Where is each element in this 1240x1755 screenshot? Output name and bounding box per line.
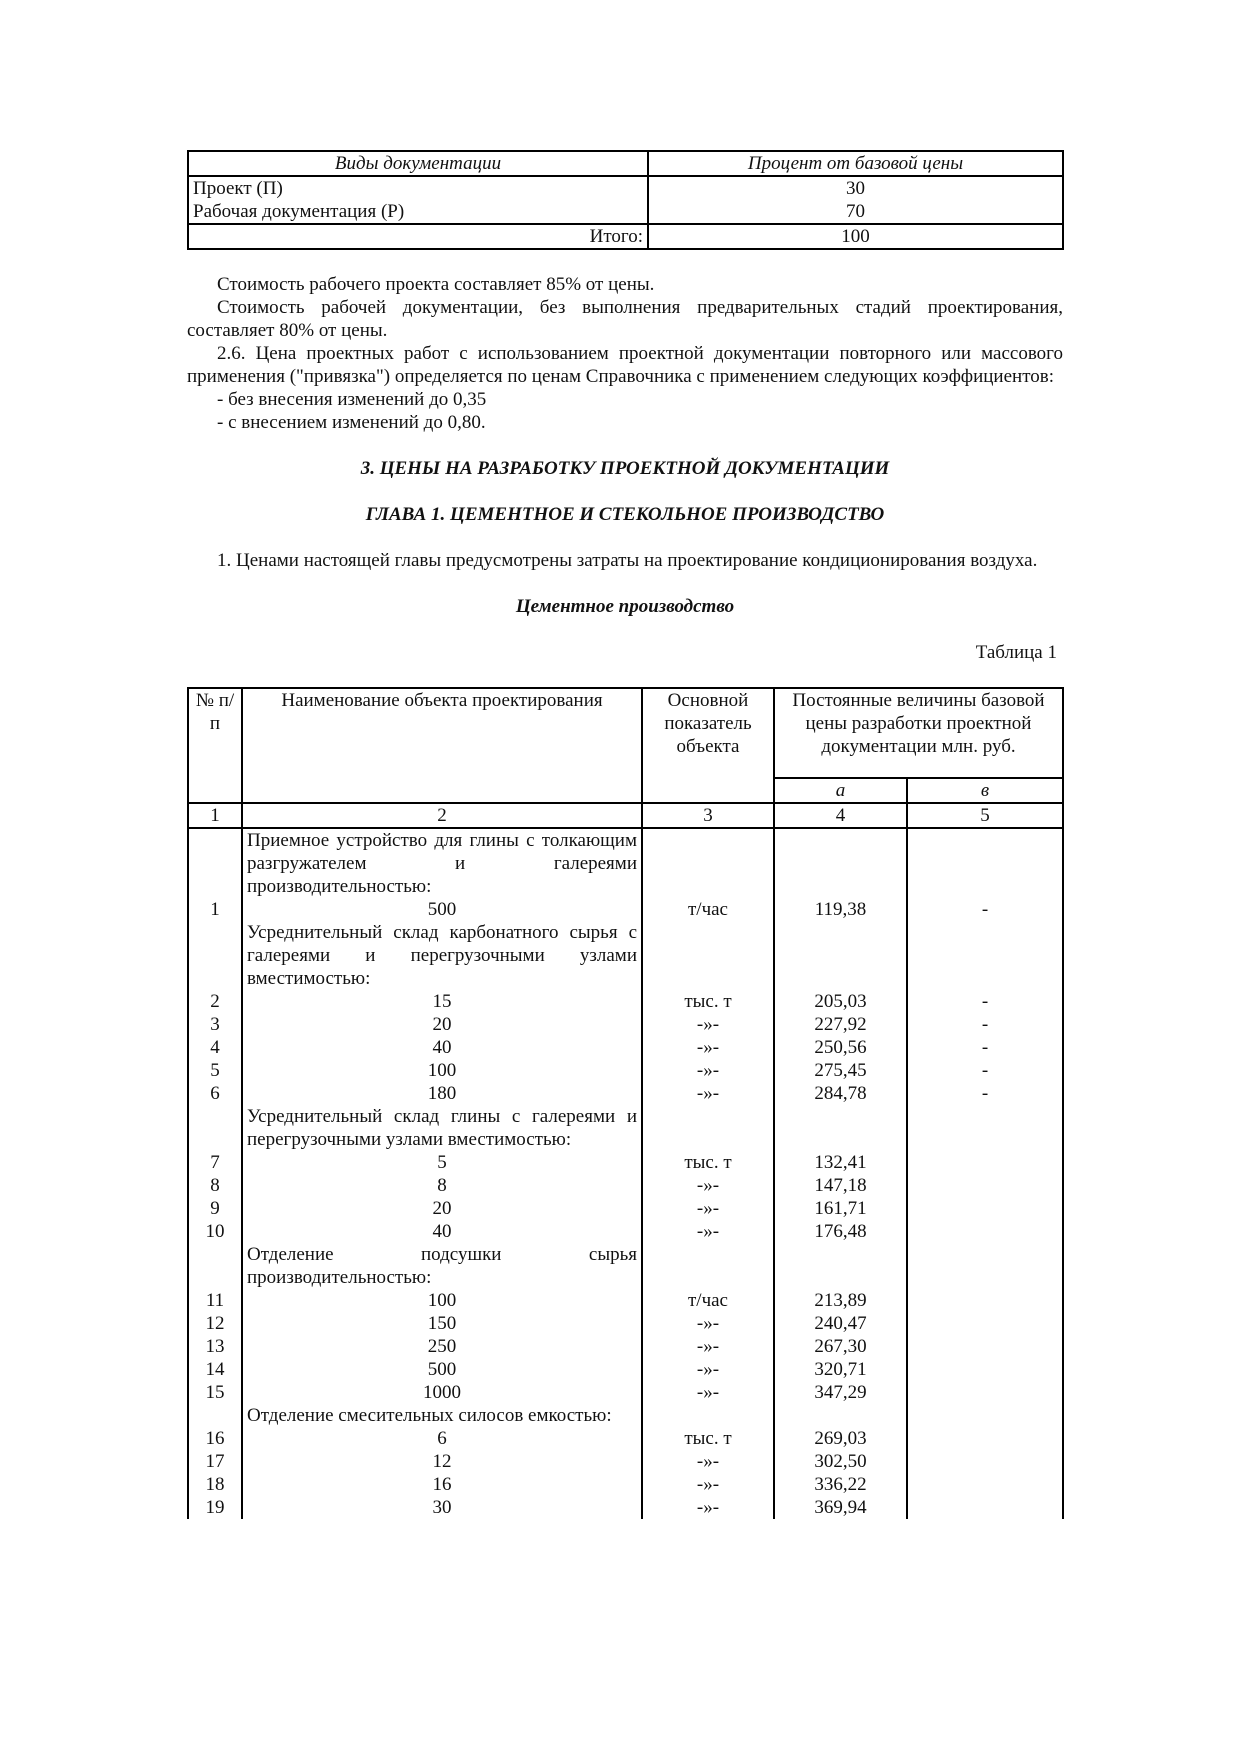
row-number — [188, 921, 242, 990]
row-indicator: тыс. т — [642, 990, 774, 1013]
row-number: 10 — [188, 1220, 242, 1243]
column-number: 4 — [774, 803, 907, 828]
row-capacity: 16 — [242, 1473, 642, 1496]
row-value-b: - — [907, 1082, 1063, 1105]
row-number: 11 — [188, 1289, 242, 1312]
table-row — [188, 1335, 1063, 1358]
row-value-a: 336,22 — [774, 1473, 907, 1496]
chapter-title: ГЛАВА 1. ЦЕМЕНТНОЕ И СТЕКОЛЬНОЕ ПРОИЗВОДСТВО — [365, 504, 885, 525]
row-value-a: 147,18 — [774, 1174, 907, 1197]
row-indicator: -»- — [642, 1174, 774, 1197]
row-number: 1 — [188, 898, 242, 921]
header-indicator: Основной показатель объекта — [642, 688, 774, 803]
group-description: Отделение подсушки сырья производительностью: — [242, 1243, 642, 1289]
row-number: 15 — [188, 1381, 242, 1404]
row-value-b — [907, 921, 1063, 990]
section-title: 3. ЦЕНЫ НА РАЗРАБОТКУ ПРОЕКТНОЙ ДОКУМЕНТАЦИИ — [360, 458, 890, 479]
row-value-b — [907, 1243, 1063, 1289]
row-number: 17 — [188, 1450, 242, 1473]
row-indicator: -»- — [642, 1036, 774, 1059]
row-value-b — [907, 1197, 1063, 1220]
row-value-b — [907, 1450, 1063, 1473]
table-row — [188, 1174, 1063, 1197]
row-value-a: 227,92 — [774, 1013, 907, 1036]
group-description: Усреднительный склад глины с галереями и перегрузочными узлами вместимостью: — [242, 1105, 642, 1151]
row-number — [188, 1243, 242, 1289]
total-row — [188, 224, 1063, 249]
row-value-a: 205,03 — [774, 990, 907, 1013]
paragraph: Стоимость рабочей документации, без выполнения предварительных стадий проектирования, составляет 80% от цены. — [187, 297, 1063, 341]
row-number: 3 — [188, 1013, 242, 1036]
row-number — [188, 1105, 242, 1151]
row-value-a: 250,56 — [774, 1036, 907, 1059]
header-constants: Постоянные величины базовой цены разработки проектной документации млн. руб. — [774, 688, 1063, 778]
row-value-b — [907, 1174, 1063, 1197]
row-indicator: -»- — [642, 1082, 774, 1105]
text-paragraphs — [187, 273, 1063, 434]
row-number: 4 — [188, 1036, 242, 1059]
row-value-b — [907, 1151, 1063, 1174]
row-indicator: тыс. т — [642, 1151, 774, 1174]
row-value-b — [907, 1496, 1063, 1519]
row-value-a: 132,41 — [774, 1151, 907, 1174]
row-indicator: -»- — [642, 1013, 774, 1036]
row-capacity: 12 — [242, 1450, 642, 1473]
table-row — [188, 1036, 1063, 1059]
row-capacity: 1000 — [242, 1381, 642, 1404]
row-value-b — [907, 1220, 1063, 1243]
row-number: 12 — [188, 1312, 242, 1335]
paragraph: - с внесением изменений до 0,80. — [217, 412, 486, 433]
row-capacity: 20 — [242, 1013, 642, 1036]
table-row — [188, 1473, 1063, 1496]
group-description-row — [188, 828, 1063, 898]
row-value-a: 267,30 — [774, 1335, 907, 1358]
row-value-a: 119,38 — [774, 898, 907, 921]
row-value-a — [774, 828, 907, 898]
row-indicator — [642, 828, 774, 898]
row-value-b — [907, 1358, 1063, 1381]
row-value-a: 369,94 — [774, 1496, 907, 1519]
row-capacity: 250 — [242, 1335, 642, 1358]
row-capacity: 180 — [242, 1082, 642, 1105]
group-description: Приемное устройство для глины с толкающим разгружателем и галереями производительностью: — [242, 828, 642, 898]
intro-paragraph: 1. Ценами настоящей главы предусмотрены затраты на проектирование кондиционирования воздуха. — [217, 550, 1038, 571]
row-value-a: 284,78 — [774, 1082, 907, 1105]
row-number: 7 — [188, 1151, 242, 1174]
row-value-b — [907, 1312, 1063, 1335]
row-value-a — [774, 1105, 907, 1151]
table-row — [188, 1059, 1063, 1082]
row-indicator: -»- — [642, 1197, 774, 1220]
row-value-a: 176,48 — [774, 1220, 907, 1243]
row-indicator: -»- — [642, 1450, 774, 1473]
row-capacity: 500 — [242, 898, 642, 921]
row-capacity: 15 — [242, 990, 642, 1013]
table-row — [188, 1358, 1063, 1381]
row-label: Рабочая документация (Р) — [188, 200, 648, 224]
row-number: 6 — [188, 1082, 242, 1105]
table-row — [188, 1312, 1063, 1335]
row-value-b — [907, 1427, 1063, 1450]
row-number: 13 — [188, 1335, 242, 1358]
table-row — [188, 1220, 1063, 1243]
column-number: 2 — [242, 803, 642, 828]
row-indicator: -»- — [642, 1220, 774, 1243]
table-row — [188, 1427, 1063, 1450]
row-value-b: - — [907, 1036, 1063, 1059]
group-description: Усреднительный склад карбонатного сырья с галереями и перегрузочными узлами вместимостью: — [242, 921, 642, 990]
table-row — [188, 1450, 1063, 1473]
row-value: 30 — [648, 176, 1063, 200]
column-header: Виды документации — [188, 151, 648, 176]
row-value-b: - — [907, 898, 1063, 921]
row-value-b: - — [907, 990, 1063, 1013]
row-indicator: -»- — [642, 1358, 774, 1381]
row-value-b — [907, 1404, 1063, 1427]
header-b: в — [907, 778, 1063, 803]
row-value-b: - — [907, 1059, 1063, 1082]
row-value-b — [907, 1105, 1063, 1151]
table-row — [188, 176, 1063, 200]
row-value-b — [907, 1473, 1063, 1496]
subsection-title: Цементное производство — [515, 596, 735, 617]
row-value: 70 — [648, 200, 1063, 224]
row-number: 16 — [188, 1427, 242, 1450]
table-row — [188, 200, 1063, 224]
paragraph: 2.6. Цена проектных работ с использованием проектной документации повторного или массового применения ("привязка") определяется по ценам Справочника с применением следующих коэффициентов: — [187, 343, 1063, 387]
row-number: 5 — [188, 1059, 242, 1082]
group-description-row — [188, 921, 1063, 990]
row-indicator: -»- — [642, 1381, 774, 1404]
row-value-a — [774, 1404, 907, 1427]
row-number: 8 — [188, 1174, 242, 1197]
group-description-row — [188, 1105, 1063, 1151]
row-value-a: 269,03 — [774, 1427, 907, 1450]
row-capacity: 100 — [242, 1059, 642, 1082]
row-indicator: т/час — [642, 898, 774, 921]
row-indicator: -»- — [642, 1473, 774, 1496]
row-indicator: -»- — [642, 1496, 774, 1519]
row-capacity: 40 — [242, 1220, 642, 1243]
row-capacity: 100 — [242, 1289, 642, 1312]
row-indicator — [642, 1243, 774, 1289]
row-capacity: 500 — [242, 1358, 642, 1381]
row-indicator: -»- — [642, 1059, 774, 1082]
table-row — [188, 1289, 1063, 1312]
column-number: 1 — [188, 803, 242, 828]
row-indicator — [642, 1404, 774, 1427]
row-value-b: - — [907, 1013, 1063, 1036]
row-number: 2 — [188, 990, 242, 1013]
row-number: 19 — [188, 1496, 242, 1519]
row-value-a: 213,89 — [774, 1289, 907, 1312]
row-value-b — [907, 1289, 1063, 1312]
column-numbers-row — [188, 803, 1063, 828]
column-header: Процент от базовой цены — [648, 151, 1063, 176]
documentation-types-table — [187, 150, 1064, 250]
table-row — [188, 1381, 1063, 1404]
table-row — [188, 1151, 1063, 1174]
row-capacity: 5 — [242, 1151, 642, 1174]
row-indicator: тыс. т — [642, 1427, 774, 1450]
table-header-row — [188, 688, 1063, 778]
row-capacity: 20 — [242, 1197, 642, 1220]
row-number: 18 — [188, 1473, 242, 1496]
row-capacity: 8 — [242, 1174, 642, 1197]
row-value-a — [774, 921, 907, 990]
group-description-row — [188, 1243, 1063, 1289]
row-capacity: 150 — [242, 1312, 642, 1335]
row-value-a: 240,47 — [774, 1312, 907, 1335]
row-indicator: -»- — [642, 1312, 774, 1335]
row-value-b — [907, 1335, 1063, 1358]
table-row — [188, 1197, 1063, 1220]
cement-prices-table — [187, 687, 1064, 1519]
row-value-a: 347,29 — [774, 1381, 907, 1404]
group-description-row — [188, 1404, 1063, 1427]
row-capacity: 30 — [242, 1496, 642, 1519]
row-value-a: 302,50 — [774, 1450, 907, 1473]
row-value-a: 320,71 — [774, 1358, 907, 1381]
group-description: Отделение смесительных силосов емкостью: — [242, 1404, 642, 1427]
header-number: № п/п — [188, 688, 242, 803]
row-value-b — [907, 1381, 1063, 1404]
table-label: Таблица 1 — [975, 642, 1057, 663]
table-row — [188, 990, 1063, 1013]
paragraph: Стоимость рабочего проекта составляет 85% от цены. — [217, 274, 655, 295]
row-value-a: 161,71 — [774, 1197, 907, 1220]
column-number: 3 — [642, 803, 774, 828]
table-header-row — [188, 151, 1063, 176]
row-value-a: 275,45 — [774, 1059, 907, 1082]
table-row — [188, 1013, 1063, 1036]
column-number: 5 — [907, 803, 1063, 828]
row-capacity: 40 — [242, 1036, 642, 1059]
total-value: 100 — [648, 224, 1063, 249]
row-indicator — [642, 1105, 774, 1151]
row-indicator: т/час — [642, 1289, 774, 1312]
table-row — [188, 1496, 1063, 1519]
row-number: 14 — [188, 1358, 242, 1381]
header-name: Наименование объекта проектирования — [242, 688, 642, 803]
row-indicator: -»- — [642, 1335, 774, 1358]
header-a: а — [774, 778, 907, 803]
row-value-a — [774, 1243, 907, 1289]
row-number — [188, 828, 242, 898]
row-number: 9 — [188, 1197, 242, 1220]
row-indicator — [642, 921, 774, 990]
row-label: Проект (П) — [188, 176, 648, 200]
total-label: Итого: — [188, 224, 648, 249]
document-page — [187, 150, 1063, 1519]
paragraph: - без внесения изменений до 0,35 — [217, 389, 487, 410]
row-capacity: 6 — [242, 1427, 642, 1450]
table-row — [188, 1082, 1063, 1105]
table-row — [188, 898, 1063, 921]
row-value-b — [907, 828, 1063, 898]
row-number — [188, 1404, 242, 1427]
